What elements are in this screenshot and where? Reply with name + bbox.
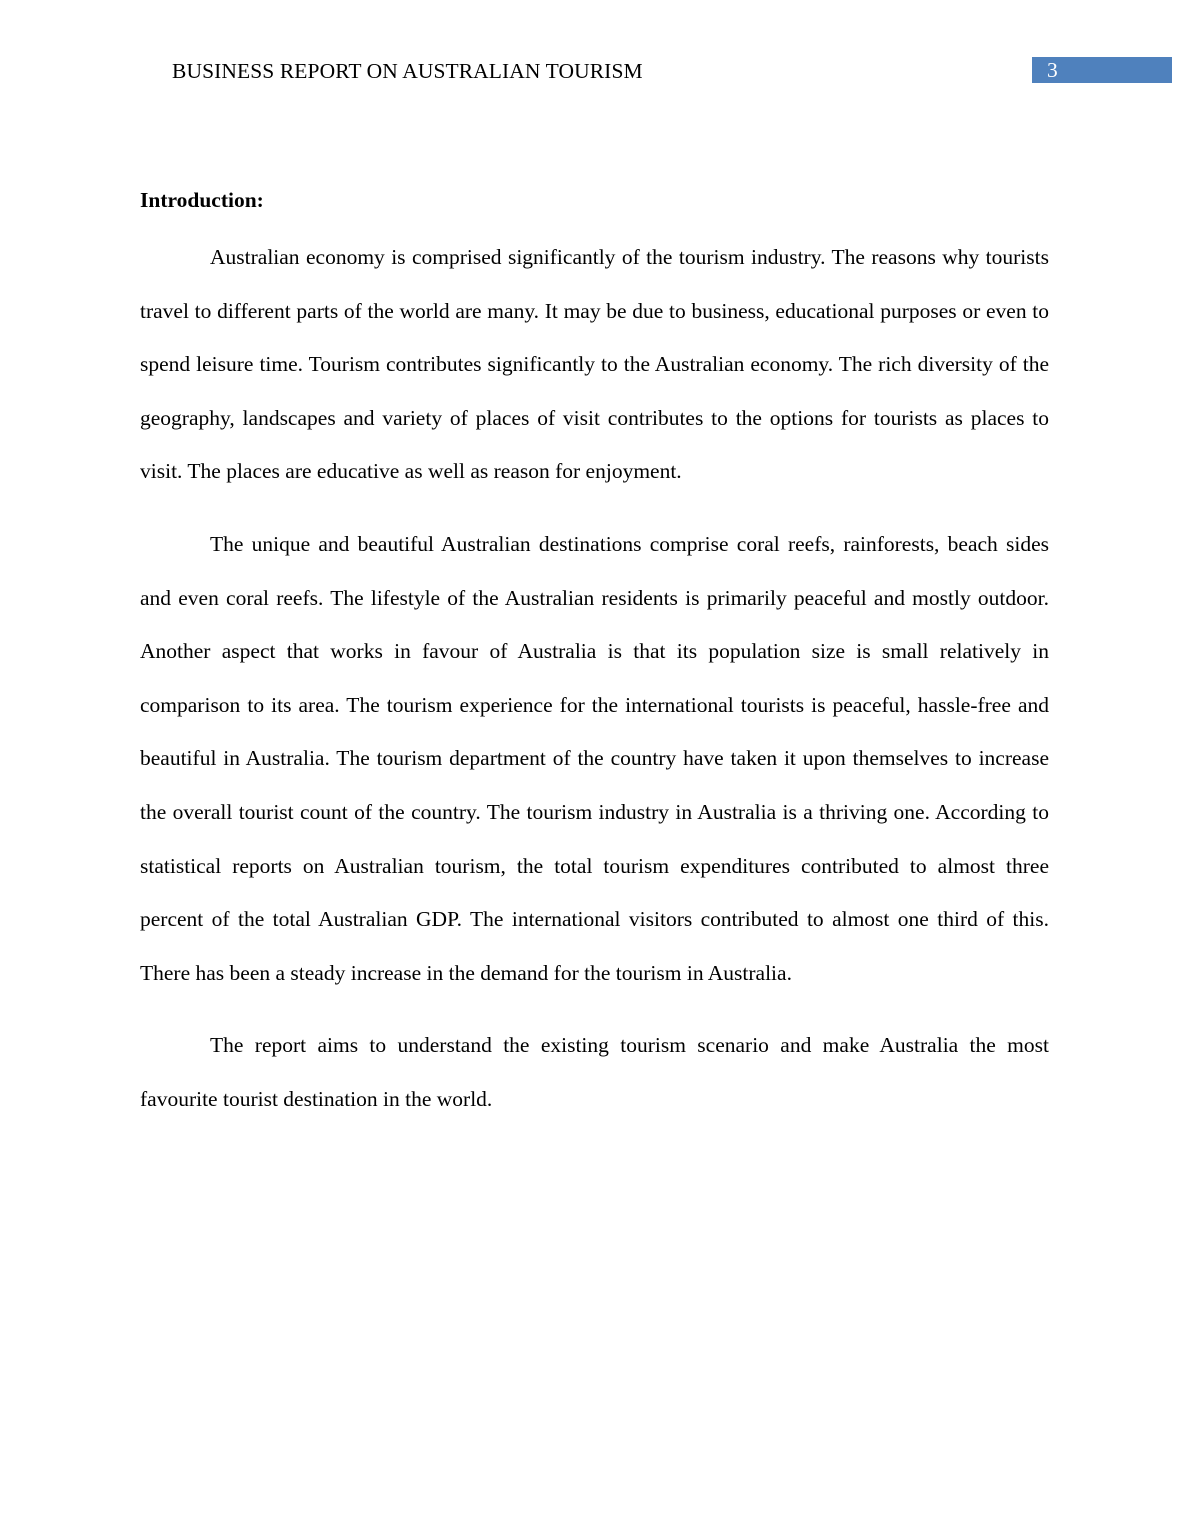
paragraph-3: The report aims to understand the existing tourism scenario and make Australia the most favourite tourist destination in the world. bbox=[140, 1033, 1049, 1111]
section-heading: Introduction: bbox=[140, 188, 264, 212]
page-number-box bbox=[1032, 57, 1172, 83]
running-head-title: BUSINESS REPORT ON AUSTRALIAN TOURISM bbox=[172, 59, 643, 83]
page-number: 3 bbox=[1047, 58, 1058, 82]
paragraph-2: The unique and beautiful Australian destinations comprise coral reefs, rainforests, beach sides and even coral reefs. The lifestyle of the Australian residents is primarily peaceful and mostly outdoor. Another aspect that works in favour of Australia is that its population size is small relatively in comparison to its area. The tourism experience for the international tourists is peaceful, hassle-free and beautiful in Australia. The tourism department of the country have taken it upon themselves to increase the overall tourist count of the country. The tourism industry in Australia is a thriving one. According to statistical reports on Australian tourism, the total tourism expenditures contributed to almost three percent of the total Australian GDP. The international visitors contributed to almost one third of this. There has been a steady increase in the demand for the tourism in Australia. bbox=[140, 531, 1049, 985]
paragraph-1: Australian economy is comprised significantly of the tourism industry. The reasons why tourists travel to different parts of the world are many. It may be due to business, educational purposes or even to spend leisure time. Tourism contributes significantly to the Australian economy. The rich diversity of the geography, landscapes and variety of places of visit contributes to the options for tourists as places to visit. The places are educative as well as reason for enjoyment. bbox=[140, 245, 1049, 484]
document-body bbox=[140, 183, 1049, 1146]
